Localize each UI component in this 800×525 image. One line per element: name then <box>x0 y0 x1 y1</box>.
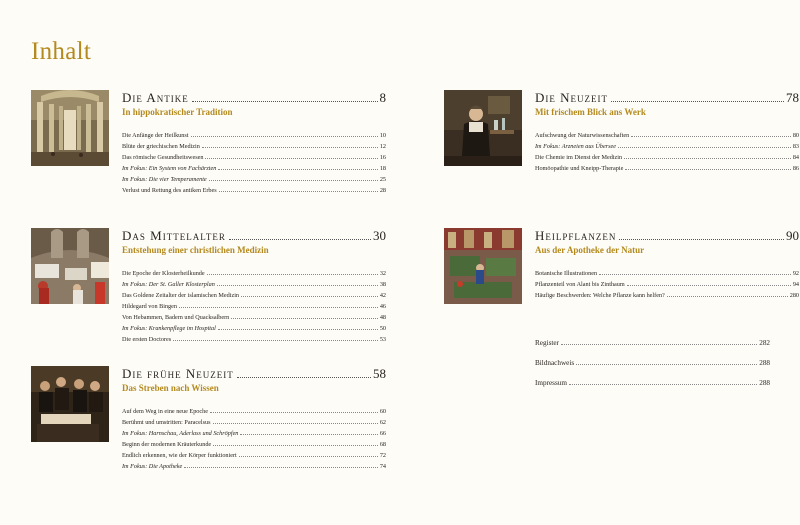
dot-leader <box>179 306 378 308</box>
toc-entry-page: 83 <box>792 143 799 150</box>
chapter-name: Das Mittelalter <box>122 228 226 243</box>
image-medieval-herb-garden <box>444 228 522 304</box>
toc-entry-title: Im Fokus: Krankenpflege im Hospital <box>122 325 216 332</box>
toc-entry-page: 16 <box>379 154 386 161</box>
chapter-subtitle: Aus der Apotheke der Natur <box>535 245 645 255</box>
image-medieval-hospital-ward <box>31 228 109 304</box>
toc-entry-title: Berühmt und umstritten: Paracelsus <box>122 419 211 426</box>
toc-entry-title: Verlust und Rettung des antiken Erbes <box>122 187 217 194</box>
toc-entry-page: 50 <box>379 325 386 332</box>
dot-leader <box>218 328 378 330</box>
toc-entry-page: 32 <box>379 270 386 277</box>
appendix-entry-page: 288 <box>759 359 770 367</box>
toc-entry[interactable] <box>122 450 386 461</box>
toc-entry-title: Im Fokus: Ein System von Fachärzten <box>122 165 217 172</box>
chapter-name: Die Neuzeit <box>535 90 609 105</box>
toc-entry-title: Beginn der modernen Kräuterkunde <box>122 441 212 448</box>
appendix-entry-title: Impressum <box>535 379 567 387</box>
toc-entry-page: 46 <box>379 303 386 310</box>
appendix-entry[interactable] <box>535 333 770 353</box>
appendix-entry-title: Bildnachweis <box>535 359 575 367</box>
dot-leader <box>213 444 378 446</box>
toc-entry-title: Die ersten Doctores <box>122 336 172 343</box>
toc-entry-page: 74 <box>379 463 386 470</box>
dot-leader <box>184 466 378 468</box>
chapter-subtitle: Mit frischem Blick ans Werk <box>535 107 646 117</box>
toc-list <box>122 268 386 345</box>
page-title: Inhalt <box>31 38 92 65</box>
dot-leader <box>625 168 790 170</box>
toc-entry[interactable] <box>122 417 386 428</box>
chapter-heading[interactable] <box>122 228 386 243</box>
toc-list <box>122 406 386 472</box>
toc-list <box>535 268 799 301</box>
toc-entry-page: 60 <box>379 408 386 415</box>
chapter-page: 78 <box>786 90 799 105</box>
toc-entry-page: 66 <box>379 430 386 437</box>
toc-entry-title: Die Epoche der Klosterheilkunde <box>122 270 205 277</box>
chapter-page: 8 <box>379 90 386 105</box>
toc-entry-title: Im Fokus: Harnschau, Aderlass und Schröpfen <box>122 430 239 437</box>
toc-entry-title: Das römische Gesundheitswesen <box>122 154 204 161</box>
dot-leader <box>624 157 791 159</box>
toc-entry-title: Die Chemie im Dienst der Medizin <box>535 154 623 161</box>
appendix-list <box>535 333 770 393</box>
section-neuzeit <box>444 90 799 190</box>
appendix-entry-page: 288 <box>759 379 770 387</box>
image-scientist-at-laboratory <box>444 90 522 166</box>
image-classical-colonnade-hall <box>31 90 109 166</box>
toc-entry[interactable] <box>122 323 386 334</box>
toc-entry[interactable] <box>122 174 386 185</box>
toc-entry-page: 25 <box>379 176 386 183</box>
toc-entry-title: Von Hebammen, Badern und Quacksalbern <box>122 314 230 321</box>
appendix-entry-page: 282 <box>759 339 770 347</box>
toc-entry-page: 18 <box>379 165 386 172</box>
toc-entry[interactable] <box>122 312 386 323</box>
dot-leader <box>217 284 378 286</box>
toc-entry-title: Im Fokus: Der St. Galler Klosterplan <box>122 281 215 288</box>
toc-entry-title: Im Fokus: Die Apotheke <box>122 463 183 470</box>
dot-leader <box>627 284 791 286</box>
image-anatomy-lesson <box>31 366 109 442</box>
dot-leader <box>218 168 377 170</box>
dot-leader <box>667 295 788 297</box>
toc-entry[interactable] <box>535 152 799 163</box>
appendix-entry[interactable] <box>535 373 770 393</box>
toc-entry-page: 80 <box>792 132 799 139</box>
toc-entry-title: Das Goldene Zeitalter der islamischen Medizin <box>122 292 240 299</box>
chapter-name: Die frühe Neuzeit <box>122 366 234 381</box>
section-heilpflanzen <box>444 228 799 328</box>
toc-entry-title: Im Fokus: Die vier Temperamente <box>122 176 207 183</box>
toc-list <box>535 130 799 174</box>
toc-entry-title: Häufige Beschwerden: Welche Pflanze kann helfen? <box>535 292 665 299</box>
dot-leader <box>207 273 378 275</box>
toc-entry-page: 68 <box>379 441 386 448</box>
dot-leader <box>229 238 371 240</box>
dot-leader <box>569 383 757 385</box>
toc-entry[interactable] <box>535 163 799 174</box>
toc-entry-title: Die Anfänge der Heilkunst <box>122 132 189 139</box>
toc-entry-title: Auf dem Weg in eine neue Epoche <box>122 408 208 415</box>
toc-entry-title: Botanische Illustrationen <box>535 270 598 277</box>
toc-entry-title: Pflanzenteil von Alant bis Zinthaum <box>535 281 625 288</box>
dot-leader <box>618 146 791 148</box>
toc-entry-page: 48 <box>379 314 386 321</box>
section-antike <box>31 90 386 194</box>
dot-leader <box>631 135 791 137</box>
dot-leader <box>210 411 378 413</box>
toc-entry[interactable] <box>122 334 386 345</box>
toc-entry-page: 84 <box>792 154 799 161</box>
chapter-page: 30 <box>373 228 386 243</box>
toc-entry[interactable] <box>122 185 386 196</box>
toc-entry-title: Endlich erkennen, wie der Körper funktioniert <box>122 452 237 459</box>
chapter-name: Die Antike <box>122 90 189 105</box>
chapter-heading[interactable] <box>535 90 799 105</box>
toc-entry-title: Im Fokus: Arzneien aus Übersee <box>535 143 616 150</box>
toc-entry[interactable] <box>122 406 386 417</box>
dot-leader <box>192 100 378 102</box>
dot-leader <box>191 135 378 137</box>
toc-entry[interactable] <box>535 279 799 290</box>
toc-entry-page: 280 <box>789 292 799 299</box>
toc-entry-title: Blüte der griechischen Medizin <box>122 143 200 150</box>
dot-leader <box>240 433 377 435</box>
toc-entry-page: 62 <box>379 419 386 426</box>
toc-entry-page: 12 <box>379 143 386 150</box>
toc-entry-page: 92 <box>792 270 799 277</box>
dot-leader <box>219 190 378 192</box>
dot-leader <box>173 339 378 341</box>
dot-leader <box>202 146 378 148</box>
toc-entry[interactable] <box>122 279 386 290</box>
chapter-heading[interactable] <box>122 366 386 381</box>
appendix-entry-title: Register <box>535 339 559 347</box>
chapter-page: 58 <box>373 366 386 381</box>
toc-entry-title: Aufschwung der Naturwissenschaften <box>535 132 630 139</box>
toc-entry[interactable] <box>122 290 386 301</box>
chapter-page: 90 <box>786 228 799 243</box>
toc-entry-page: 10 <box>379 132 386 139</box>
toc-entry[interactable] <box>122 163 386 174</box>
chapter-heading[interactable] <box>535 228 799 243</box>
toc-entry-page: 42 <box>379 292 386 299</box>
toc-list <box>122 130 386 196</box>
dot-leader <box>241 295 378 297</box>
toc-entry-page: 72 <box>379 452 386 459</box>
toc-entry[interactable] <box>122 439 386 450</box>
chapter-subtitle: In hippokratischer Tradition <box>122 107 233 117</box>
dot-leader <box>619 238 784 240</box>
toc-entry[interactable] <box>122 141 386 152</box>
dot-leader <box>576 363 757 365</box>
toc-entry[interactable] <box>122 268 386 279</box>
dot-leader <box>237 376 371 378</box>
appendix-entry[interactable] <box>535 353 770 373</box>
toc-entry-title: Homöopathie und Kneipp-Therapie <box>535 165 624 172</box>
chapter-name: Heilpflanzen <box>535 228 617 243</box>
toc-entry[interactable] <box>122 130 386 141</box>
chapter-subtitle: Entstehung einer christlichen Medizin <box>122 245 269 255</box>
toc-entry[interactable] <box>535 268 799 279</box>
toc-entry[interactable] <box>122 428 386 439</box>
chapter-heading[interactable] <box>122 90 386 105</box>
chapter-subtitle: Das Streben nach Wissen <box>122 383 219 393</box>
dot-leader <box>205 157 377 159</box>
dot-leader <box>239 455 378 457</box>
toc-entry-page: 94 <box>792 281 799 288</box>
toc-entry[interactable] <box>122 461 386 472</box>
toc-entry[interactable] <box>535 141 799 152</box>
dot-leader <box>231 317 378 319</box>
toc-entry-page: 38 <box>379 281 386 288</box>
toc-entry[interactable] <box>122 152 386 163</box>
dot-leader <box>599 273 791 275</box>
toc-entry-page: 53 <box>379 336 386 343</box>
dot-leader <box>561 343 757 345</box>
toc-entry-page: 86 <box>792 165 799 172</box>
toc-entry[interactable] <box>535 290 799 301</box>
section-mittelalter <box>31 228 386 343</box>
toc-entry-title: Hildegard von Bingen <box>122 303 177 310</box>
toc-entry[interactable] <box>122 301 386 312</box>
section-fruehe-neuzeit <box>31 366 386 470</box>
toc-entry-page: 28 <box>379 187 386 194</box>
toc-entry[interactable] <box>535 130 799 141</box>
dot-leader <box>611 100 784 102</box>
dot-leader <box>213 422 378 424</box>
dot-leader <box>209 179 378 181</box>
